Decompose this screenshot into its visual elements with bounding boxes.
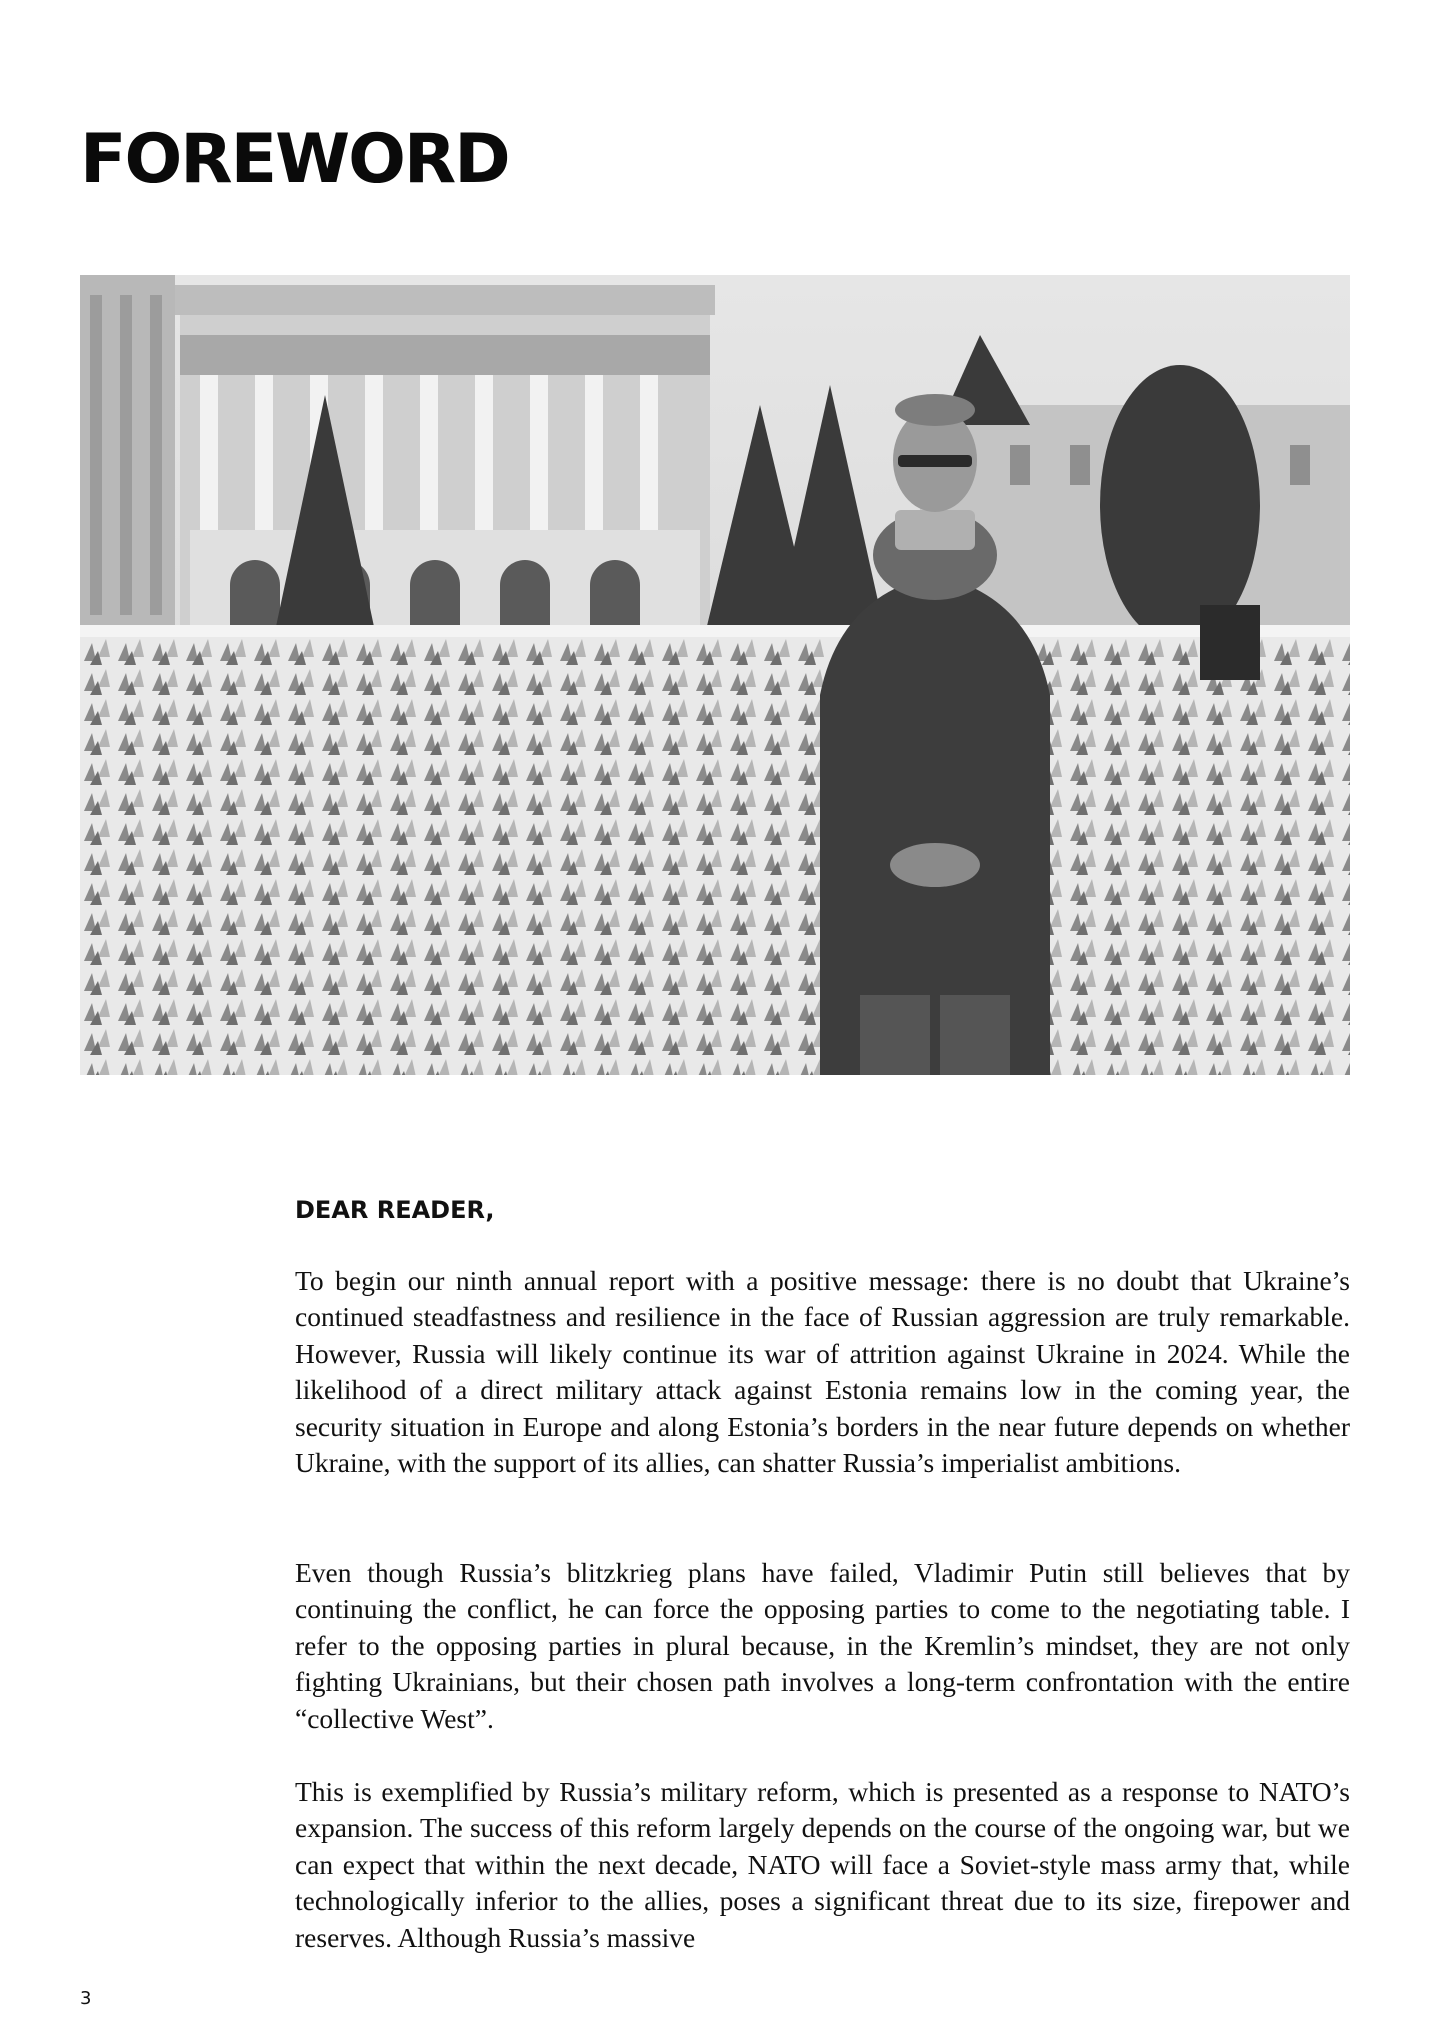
paragraph-3: This is exemplified by Russia’s military reform, which is presented as a response to NATO’s expansion. The success of this reform largely depends on the course of the ongoing war, but we can expect that within the next decade, NATO will face a Soviet-style mass army that, while technologically inferior to the allies, poses a significant threat due to its size, firepower and reserves. Although Russia’s massive (295, 1776, 1350, 1953)
photograph-icon (80, 275, 1350, 1075)
paragraph-1: To begin our ninth annual report with a positive message: there is no doubt that Ukraine’s continued steadfastness and resilience in the face of Russian aggression are truly remarkable. However, Russia will likely continue its war of attrition against Ukraine in 2024. While the likelihood of a direct military attack against Estonia remains low in the coming year, the security situation in Europe and along Estonia’s borders in the near future depends on whether Ukraine, with the support of its allies, can shatter Russia’s imperialist ambitions. (295, 1265, 1350, 1479)
salutation: DEAR READER, (295, 1196, 495, 1224)
page-title: FOREWORD (80, 120, 509, 199)
page-number: 3 (80, 1988, 92, 2009)
paragraph-2: Even though Russia’s blitzkrieg plans have failed, Vladimir Putin still believes that by continuing the conflict, he can force the opposing parties to come to the negotiating table. I refer to the opposing parties in plural because, in the Kremlin’s mindset, they are not only fighting Ukrainians, but their chosen path involves a long-term confrontation with the entire “collective West”. (295, 1557, 1350, 1734)
foreword-photo (80, 275, 1350, 1075)
